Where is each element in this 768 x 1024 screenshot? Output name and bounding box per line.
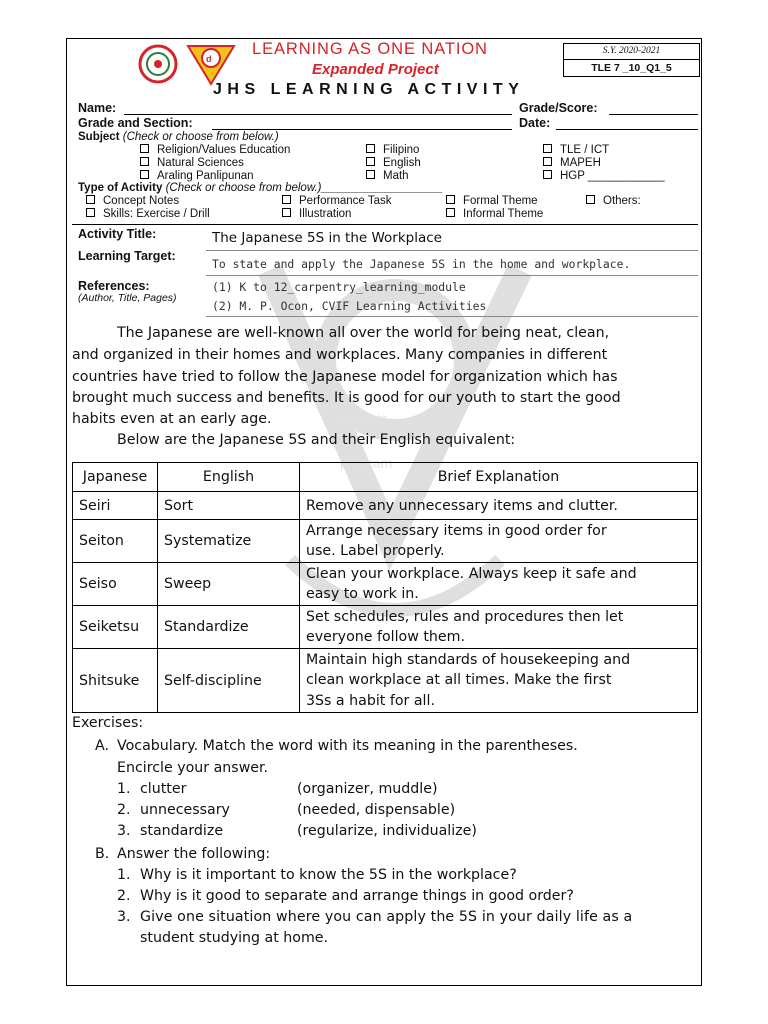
explanation-line: easy to work in. bbox=[306, 586, 419, 602]
cell-japanese: Seiton bbox=[73, 520, 158, 563]
cell-explanation bbox=[300, 563, 698, 606]
cell-english: Sort bbox=[158, 492, 300, 520]
activity-title-label: Activity Title: bbox=[78, 227, 157, 241]
vocab-choices[interactable]: (needed, dispensable) bbox=[297, 802, 456, 818]
checkbox-icon[interactable] bbox=[86, 208, 95, 217]
subject-option-label: Religion/Values Education bbox=[157, 144, 291, 156]
cell-japanese: Seiri bbox=[73, 492, 158, 520]
checkbox-icon[interactable] bbox=[366, 157, 375, 166]
checkbox-icon[interactable] bbox=[86, 195, 95, 204]
dlp-logo-icon bbox=[186, 42, 236, 86]
subject-option[interactable] bbox=[543, 170, 665, 183]
column-header-japanese: Japanese bbox=[73, 463, 158, 492]
school-seal-logo bbox=[138, 44, 178, 88]
explanation-line: 3Ss a habit for all. bbox=[306, 692, 435, 709]
intro-line-2: and organized in their homes and workplaces. Many companies in different bbox=[72, 347, 608, 363]
main-title: JHS LEARNING ACTIVITY bbox=[213, 81, 525, 98]
vocab-word: unnecessary bbox=[140, 802, 230, 818]
vocab-number: 2. bbox=[117, 802, 131, 818]
subject-option-label: MAPEH bbox=[560, 157, 601, 169]
checkbox-icon[interactable] bbox=[543, 170, 552, 179]
target-rule bbox=[206, 275, 698, 276]
explanation-line: Set schedules, rules and procedures then let bbox=[306, 609, 624, 625]
part-a-instruction: Vocabulary. Match the word with its meaning in the parentheses. bbox=[117, 738, 578, 754]
subject-label: Subject bbox=[78, 131, 120, 143]
subject-option[interactable] bbox=[140, 157, 290, 170]
intro-below: Below are the Japanese 5S and their English equivalent: bbox=[117, 432, 516, 448]
activity-option-label: Others: bbox=[603, 195, 641, 207]
school-seal-icon bbox=[138, 44, 178, 84]
question-number: 1. bbox=[117, 867, 131, 883]
part-a-letter: A. bbox=[95, 738, 109, 754]
date-field[interactable] bbox=[556, 129, 698, 130]
exercises-label: Exercises: bbox=[72, 715, 144, 731]
cell-english: Self-discipline bbox=[158, 649, 300, 713]
explanation-line: everyone follow them. bbox=[306, 629, 465, 645]
table-row bbox=[73, 606, 698, 649]
table-row bbox=[73, 563, 698, 606]
section-divider bbox=[72, 224, 698, 225]
subject-option[interactable] bbox=[366, 144, 421, 157]
activity-option[interactable] bbox=[282, 195, 391, 208]
cell-explanation bbox=[300, 649, 698, 713]
learning-target: To state and apply the Japanese 5S in the home and workplace. bbox=[212, 257, 631, 271]
five-s-table bbox=[72, 462, 698, 713]
activity-option[interactable] bbox=[446, 208, 543, 221]
activity-option-label: Performance Task bbox=[299, 195, 392, 207]
cell-explanation bbox=[300, 520, 698, 563]
checkbox-icon[interactable] bbox=[366, 144, 375, 153]
grade-score-field[interactable] bbox=[609, 114, 698, 115]
subject-col-1 bbox=[140, 144, 290, 183]
vocab-choices[interactable]: (regularize, individualize) bbox=[297, 823, 477, 839]
activity-option[interactable] bbox=[86, 208, 210, 221]
subject-option-label: Araling Panlipunan bbox=[157, 170, 254, 182]
intro-line-1: The Japanese are well-known all over the world for being neat, clean, bbox=[117, 325, 610, 341]
checkbox-icon[interactable] bbox=[140, 144, 149, 153]
activity-option-others[interactable] bbox=[586, 195, 641, 208]
table-row bbox=[73, 492, 698, 520]
column-header-english: English bbox=[158, 463, 300, 492]
program-subtitle: Expanded Project bbox=[312, 61, 439, 78]
activity-option-label: Skills: Exercise / Drill bbox=[103, 208, 210, 220]
subject-option[interactable] bbox=[543, 157, 665, 170]
checkbox-icon[interactable] bbox=[140, 170, 149, 179]
subject-option-label: Filipino bbox=[383, 144, 420, 156]
checkbox-icon[interactable] bbox=[543, 157, 552, 166]
program-title: LEARNING AS ONE NATION bbox=[252, 40, 488, 58]
subject-option[interactable] bbox=[543, 144, 665, 157]
part-b-instruction: Answer the following: bbox=[117, 846, 271, 862]
activity-type-hint: (Check or choose from below.)___________________ bbox=[165, 182, 444, 194]
subject-heading bbox=[78, 131, 279, 143]
explanation-line: use. Label properly. bbox=[306, 543, 445, 559]
vocab-choices[interactable]: (organizer, muddle) bbox=[297, 781, 438, 797]
subject-col-2 bbox=[366, 144, 421, 183]
activity-option-label: Informal Theme bbox=[463, 208, 544, 220]
learning-target-label: Learning Target: bbox=[78, 249, 176, 263]
subject-option-label: TLE / ICT bbox=[560, 144, 610, 156]
subject-option-label: English bbox=[383, 157, 421, 169]
question-text-cont: student studying at home. bbox=[140, 930, 329, 946]
cell-english: Standardize bbox=[158, 606, 300, 649]
activity-type-col-1 bbox=[86, 195, 210, 221]
question-text: Why is it important to know the 5S in the workplace? bbox=[140, 867, 517, 883]
checkbox-icon[interactable] bbox=[446, 195, 455, 204]
subject-col-3 bbox=[543, 144, 665, 183]
references-rule bbox=[206, 316, 698, 317]
checkbox-icon[interactable] bbox=[366, 170, 375, 179]
activity-type-col-3 bbox=[446, 195, 543, 221]
subject-option-label: Math bbox=[383, 170, 409, 182]
explanation-line: Clean your workplace. Always keep it safe and bbox=[306, 566, 637, 582]
module-code: TLE 7 _10_Q1_5 bbox=[563, 59, 700, 77]
vocab-number: 1. bbox=[117, 781, 131, 797]
school-year: S.Y. 2020-2021 bbox=[563, 43, 700, 60]
cell-explanation bbox=[300, 492, 698, 520]
table-row bbox=[73, 649, 698, 713]
question-number: 2. bbox=[117, 888, 131, 904]
activity-option-label: Illustration bbox=[299, 208, 352, 220]
checkbox-icon[interactable] bbox=[446, 208, 455, 217]
grade-score-label: Grade/Score: bbox=[519, 101, 598, 115]
question-number: 3. bbox=[117, 909, 131, 925]
vocab-number: 3. bbox=[117, 823, 131, 839]
part-a-instruction-cont: Encircle your answer. bbox=[117, 760, 269, 776]
cell-japanese: Shitsuke bbox=[73, 649, 158, 713]
explanation-line: clean workplace at all times. Make the first bbox=[306, 672, 612, 689]
activity-option[interactable] bbox=[86, 195, 210, 208]
reference-1: (1) K to 12_carpentry_learning_module bbox=[212, 280, 466, 294]
subject-hint: (Check or choose from below.) bbox=[122, 131, 279, 143]
activity-option[interactable] bbox=[282, 208, 391, 221]
activity-type-heading bbox=[78, 182, 443, 194]
explanation-line: Remove any unnecessary items and clutter. bbox=[306, 497, 618, 514]
activity-type-col-2 bbox=[282, 195, 391, 221]
vocab-word: standardize bbox=[140, 823, 224, 839]
subject-option-label: Natural Sciences bbox=[157, 157, 244, 169]
explanation-line: Arrange necessary items in good order for bbox=[306, 523, 607, 539]
vocab-word: clutter bbox=[140, 781, 187, 797]
table-header-row bbox=[73, 463, 698, 492]
cell-english: Systematize bbox=[158, 520, 300, 563]
grade-section-label: Grade and Section: bbox=[78, 116, 193, 130]
date-label: Date: bbox=[519, 116, 551, 130]
checkbox-icon[interactable] bbox=[140, 157, 149, 166]
title-rule bbox=[206, 250, 698, 251]
intro-line-5: habits even at an early age. bbox=[72, 411, 272, 427]
question-text: Give one situation where you can apply the 5S in your daily life as a bbox=[140, 909, 633, 925]
name-label: Name: bbox=[78, 101, 117, 115]
watermark-word-1: dynamic bbox=[335, 410, 388, 426]
question-text: Why is it good to separate and arrange things in good order? bbox=[140, 888, 574, 904]
explanation-line: Maintain high standards of housekeeping and bbox=[306, 651, 631, 668]
reference-2: (2) M. P. Ocon, CVIF Learning Activities bbox=[212, 299, 487, 313]
checkbox-icon[interactable] bbox=[586, 195, 595, 204]
activity-option-label: Concept Notes bbox=[103, 195, 180, 207]
svg-text:d: d bbox=[206, 54, 212, 64]
subject-option[interactable] bbox=[366, 157, 421, 170]
references-hint: (Author, Title, Pages) bbox=[78, 292, 177, 304]
activity-option[interactable] bbox=[446, 195, 543, 208]
cell-japanese: Seiketsu bbox=[73, 606, 158, 649]
references-label: References: bbox=[78, 279, 150, 293]
intro-line-3: countries have tried to follow the Japanese model for organization which has bbox=[72, 369, 618, 385]
watermark-word-2: program bbox=[340, 455, 393, 471]
name-field[interactable] bbox=[124, 114, 512, 115]
column-header-explanation: Brief Explanation bbox=[300, 463, 698, 492]
subject-option-label: HGP ____________ bbox=[560, 170, 665, 182]
intro-line-4: brought much success and benefits. It is good for our youth to start the good bbox=[72, 390, 621, 406]
cell-explanation bbox=[300, 606, 698, 649]
part-b-letter: B. bbox=[95, 846, 110, 862]
activity-title: The Japanese 5S in the Workplace bbox=[212, 230, 442, 246]
activity-type-label: Type of Activity bbox=[78, 182, 163, 194]
table-row bbox=[73, 520, 698, 563]
cell-japanese: Seiso bbox=[73, 563, 158, 606]
checkbox-icon[interactable] bbox=[282, 208, 291, 217]
subject-option[interactable] bbox=[140, 144, 290, 157]
cell-english: Sweep bbox=[158, 563, 300, 606]
grade-section-field[interactable] bbox=[212, 129, 512, 130]
activity-option-label: Formal Theme bbox=[463, 195, 538, 207]
checkbox-icon[interactable] bbox=[282, 195, 291, 204]
checkbox-icon[interactable] bbox=[543, 144, 552, 153]
